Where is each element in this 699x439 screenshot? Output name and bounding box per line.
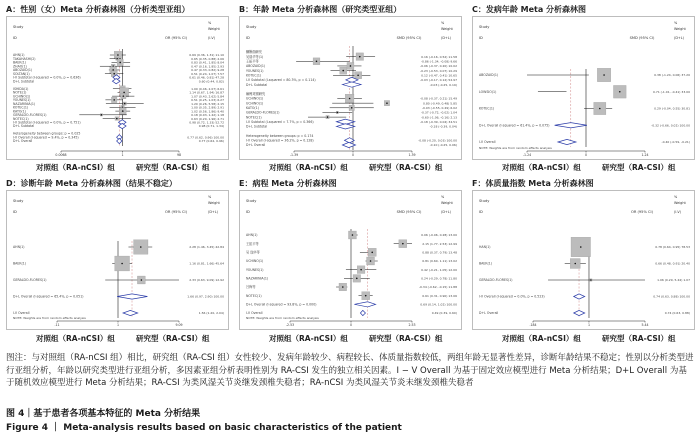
plot-header-weight: Weight [441,27,453,31]
plot-header-effect: SMD (95% CI) [396,36,422,40]
point-estimate [350,65,352,67]
study-estimate: 0.60 (0.44, 0.82) [198,79,224,84]
x-tick-label: 0 [351,153,355,157]
study-label: 吴瑞华等(1) [246,54,264,59]
study-estimate: -0.32 (-0.66, 0.02) 100.00 [651,123,690,128]
pooled-diamond [117,294,147,299]
forest-plot-c [472,16,695,160]
plot-header-method: (D+L) [441,210,451,214]
plot-header-pct: % [208,21,212,25]
point-estimate [580,246,582,248]
study-estimate: 0.47 (0.16, 1.85) 2.93 [191,64,224,69]
point-estimate [124,103,126,105]
x-tick-label: 1.24 [641,153,649,157]
point-estimate [140,246,142,248]
plot-header-weight: Weight [208,27,220,31]
study-estimate: 2.33 (0.63, 9.09) 12.92 [189,278,224,283]
point-estimate [357,74,359,76]
pooled-diamond [354,302,375,307]
point-estimate [342,286,344,288]
plot-header-id: ID [246,36,250,40]
study-label: D+L Subtotal [13,124,35,129]
study-label: D+L Overall [246,143,266,148]
study-label: ABOZAID(1) [13,68,33,73]
point-estimate [342,70,344,72]
plot-header-id: ID [479,210,483,214]
plot-header-method: (D+L) [441,36,451,40]
plot-header-id: ID [479,36,483,40]
study-label: ISHIDA(1) [13,86,29,91]
point-estimate [121,263,123,265]
weights-note: NOTE: Weights are from random effects analysis [13,316,86,320]
study-estimate: 0.74 (0.63, 0.88) 100.00 [653,294,690,299]
study-label: I-V Subtotal (I-squared = 0.0%, p = 0.636) [13,75,81,80]
study-estimate: -0.10 (-0.25, 0.06) [429,143,457,148]
study-estimate: 0.47 (0.33, 0.82) 9.28 [191,68,224,73]
study-label: I-V Overall [246,311,263,316]
point-estimate [349,98,351,100]
point-estimate [101,114,103,116]
panel-b-left-label: 对照组（RA-nCSI）组 [269,163,348,172]
panel-f-right-label: 研究型（RA-CSI）组 [602,334,676,343]
panel-d-left-label: 对照组（RA-nCSI）组 [36,334,115,343]
panel-b-title: B：年龄 Meta 分析森林图（研究类型亚组） [239,5,402,14]
study-label: 王振平等 [246,241,259,246]
study-label: I-V Overall (I-squared = 0.0%, p = 0.523) [479,294,545,299]
point-estimate [359,56,361,58]
study-label: 横断面研究 [246,50,262,55]
x-tick-label: 0.0068 [55,153,67,157]
study-estimate: 0.38 (-1.24, 0.06) 37.20 [654,73,690,78]
study-estimate: 1.16 (0.81, 1.66) 45.64 [189,261,224,266]
study-estimate: 0.61 (0.46, 0.81) 47.28 [189,75,224,80]
plot-header-study: Study [13,199,24,203]
study-estimate: 0.71 (-1.01, -0.41) 33.00 [653,89,690,94]
study-label: I-V Overall (I-squared = 9.4%, p = 0.345) [13,135,79,140]
study-label: I-V Subtotal (I-squared = 80.3%, p = 0.114) [246,78,316,83]
study-label: YOUNES(1) [246,68,264,73]
study-label: D+L Subtotal [13,79,35,84]
point-estimate [603,74,605,76]
study-label: KOTEC(1) [13,105,29,110]
point-estimate [356,278,358,280]
study-label: D+L Overall [479,311,499,316]
pooled-diamond [336,124,354,129]
study-label: KATO(1) [246,106,259,110]
forest-plot-e-svg [240,191,461,329]
plot-header-weight: Weight [674,201,686,205]
study-label: I-V Overall [479,140,496,145]
panel-c-title: C：发病年龄 Meta 分析森林图 [472,5,587,14]
study-label: KOTEC(1) [246,73,262,78]
study-estimate: -0.06 (-0.37, 0.20) 10.02 [420,64,457,69]
study-label: Heterogeneity between groups: p = 0.025 [13,131,81,136]
weights-note: NOTE: Weights are from random effects analysis [479,146,552,150]
study-label: UCHINO(1) [246,259,264,264]
x-tick-label: 2.53 [408,323,416,327]
study-label: I-V Overall [13,311,30,316]
study-estimate: 1.00 (0.46, 2.07) 6.61 [191,86,224,91]
pooled-diamond [558,139,576,144]
plot-header-pct: % [441,21,445,25]
panel-a-left-label: 对照组（RA-nCSI）组 [36,163,115,172]
study-estimate: -0.03 (-0.25, 0.19) [429,82,457,87]
pooled-diamond [123,310,138,315]
plot-header-effect: SMD (95% CI) [629,36,655,40]
plot-header-weight: Weight [441,201,453,205]
study-estimate: 0.83 (0.41, 1.85) 8.04 [191,60,224,65]
study-estimate: -0.03 (-0.17, 0.12) 52.97 [420,78,457,83]
study-estimate: 1.07 (0.43, 2.62) 5.84 [191,94,224,99]
study-label: KOTEC(1) [479,106,495,111]
study-label: LOWSIO(1) [479,89,497,94]
study-label: YOUNES(1) [13,98,31,103]
study-label: I-V Subtotal (I-squared = 0.0%, p = 0.751) [13,120,81,125]
study-label: NOTEC(1) [246,293,262,298]
panel-d-title: D：诊断年龄 Meta 分析森林图（结果不稳定） [6,179,177,188]
pooled-diamond [342,82,361,87]
study-label: D+L Overall (I-squared = 61.4%, p = 0.075) [479,123,550,128]
panel-c-right-label: 研究型（RA-CSI）组 [602,163,676,172]
study-estimate: 0.29 (-0.04, 0.55) 30.81 [654,106,690,111]
pooled-diamond [574,294,585,299]
study-estimate: 0.12 (-0.47, 0.41) 10.65 [421,73,457,78]
study-label: NAZARINIA(1) [13,101,36,106]
study-estimate: -0.86 (-1.34, -0.08) 9.66 [420,59,457,64]
study-estimate: 0.63 (0.20, 1.96) 2.71 [191,116,224,121]
point-estimate [370,260,372,262]
plot-header-pct: % [674,21,678,25]
study-estimate: 0.69 (0.14, 1.02) 100.00 [420,302,457,307]
study-label: D+L Subtotal [246,124,268,129]
panel-e-right-label: 研究型（RA-CSI）组 [369,334,443,343]
pooled-diamond [555,123,587,128]
study-label: BAEK(1) [479,261,492,266]
study-estimate: 0.51 (0.25, 1.03) 6.27 [191,98,224,103]
point-estimate [327,116,329,118]
study-estimate: 0.24 (-0.29, 0.78) 11.80 [421,276,457,281]
point-estimate [386,102,388,104]
point-estimate [590,279,592,281]
panel-e-left-label: 对照组（RA-nCSI）组 [269,334,348,343]
study-estimate: -0.18 (-0.39, 0.04) 34.51 [420,119,457,124]
plot-header-pct: % [674,195,678,199]
point-estimate [360,269,362,271]
study-estimate: 0.65 (0.35, 0.88) 2.06 [191,56,224,61]
point-estimate [574,263,576,265]
plot-header-study: Study [246,25,257,29]
forest-plot-d-svg [7,191,228,329]
forest-plot-f-svg [473,191,694,329]
weights-note: NOTE: Weights are from random effects analysis [246,316,319,320]
study-estimate: 0.80 (-0.49, 0.48) 5.85 [423,101,457,106]
study-label: I-V Subtotal (I-squared = 7.7%, p = 0.366) [246,119,314,124]
study-label: UCHINO(1) [246,96,264,101]
study-label: 王振平等 [246,59,259,64]
panel-b-right-label: 研究型（RA-CSI）组 [369,163,443,172]
point-estimate [371,252,373,254]
point-estimate [119,62,121,64]
study-estimate: -0.60 (-1.06, -0.16) 2.13 [420,115,457,120]
point-estimate [599,108,601,110]
study-estimate: 0.98 (0.72, 1.33) 52.72 [189,120,224,125]
study-label: UCHINO(1) [246,101,264,106]
pooled-diamond [117,138,122,143]
point-estimate [123,95,125,97]
study-estimate: -0.23 (-0.53, 0.07) 10.29 [420,68,457,73]
study-estimate: 0.74 (0.63, 0.88) [664,311,690,316]
x-tick-label: 0 [584,153,588,157]
plot-header-effect: OR (95% CI) [165,210,187,214]
point-estimate [619,91,621,93]
study-estimate: 1.14 (0.67, 1.94) 16.87 [189,90,224,95]
panel-e-title: E：病程 Meta 分析森林图 [239,179,337,188]
plot-header-effect: OR (95% CI) [165,36,187,40]
x-tick-label: 98 [176,153,182,157]
plot-header-method: (I-V) [674,210,681,214]
study-estimate: 1.02 (0.56, 1.86) 9.40 [191,109,224,114]
plot-header-pct: % [441,195,445,199]
study-estimate: 1.00 (0.35, 2.89) 2.91 [191,105,224,110]
point-estimate [316,61,318,63]
study-label: AHN(1) [246,233,258,238]
study-label: GERALDO-FLORES(1) [246,110,280,115]
study-label: BAEK(1) [13,261,26,266]
study-estimate: 0.69 (0.36, 1.31) 11.10 [189,53,224,58]
x-tick-label: .11 [54,323,60,327]
x-tick-label: -2.53 [285,323,295,327]
study-label: YOUNES(1) [246,267,264,272]
figure-title-cn: 图 4｜基于患者各项基本特征的 Meta 分析结果 [6,409,201,419]
study-estimate: 2.28 (1.46, 3.45) 42.84 [189,245,224,250]
point-estimate [141,279,143,281]
study-label: GERALDO-FLORES(1) [13,113,47,118]
plot-header-weight: Weight [674,27,686,31]
x-tick-label: -1.24 [522,153,532,157]
plot-header-study: Study [13,25,24,29]
plot-header-weight: Weight [208,201,220,205]
study-estimate: 1.66 (0.97, 2.90) 100.00 [187,294,224,299]
point-estimate [117,54,119,56]
study-estimate: 2.15 (1.77, 2.53) 12.99 [422,241,457,246]
study-label: D+L Overall [13,139,33,144]
forest-plot-b [239,16,462,160]
point-estimate [116,118,118,120]
forest-plot-d [6,190,229,330]
x-tick-label: 1.39 [408,153,416,157]
study-estimate: 0.16 (-0.16, 0.52) 11.58 [421,54,457,59]
plot-header-id: ID [246,210,250,214]
study-label: SOLTAN(1) [13,71,30,76]
study-estimate: 0.42 (-0.21, 1.05) 12.00 [421,267,457,272]
forest-plot-c-svg [473,17,694,159]
plot-header-pct: % [208,195,212,199]
study-label: NOTEC(1) [13,116,29,121]
study-label: GERALDO-FLORES(1) [479,278,513,283]
point-estimate [123,92,125,94]
plot-header-id: ID [13,210,17,214]
pooled-diamond [112,79,120,84]
forest-plot-e [239,190,462,330]
point-estimate [336,112,338,114]
study-label: Heterogeneity between groups: p = 0.174 [246,133,314,138]
study-estimate: -0.08 (-0.37, 0.21) 15.49 [420,96,457,101]
study-label: D+L Overall (I-squared = 65.4%, p = 0.051) [13,294,84,299]
x-tick-label: .184 [529,323,537,327]
point-estimate [402,243,404,245]
study-label: BAEK(1) [13,60,26,65]
study-label: 吴 瑞华等 [246,250,260,255]
study-label: TAKAHASHI(2) [13,56,36,61]
study-estimate: 0.77 (0.62, 0.96) [198,139,224,144]
study-estimate: -0.34 (-0.62, -0.15) 11.88 [418,285,457,290]
study-estimate: 1.06 (0.29, 5.44) 1.07 [657,278,690,283]
study-label: I-V Overall (I-squared = 36.2%, p = 0.128) [246,138,314,143]
figure-title-en: Figure 4 ｜ Meta-analysis results based on basic characteristics of the patient [6,423,402,433]
study-label: NOTE(1) [13,90,27,95]
x-tick-label: 9.09 [175,323,183,327]
pooled-diamond [360,310,365,315]
point-estimate [365,295,367,297]
plot-header-method: (D+L) [674,36,684,40]
plot-header-id: ID [13,36,17,40]
study-label: ABOZAID(1) [479,73,499,78]
study-estimate: 0.61 (0.31, 0.90) 13.06 [422,293,457,298]
panel-f-left-label: 对照组（RA-nCSI）组 [502,334,581,343]
study-label: NAZARINIA(1) [246,276,269,281]
x-tick-label: 1 [116,323,120,327]
x-tick-label: -1.39 [289,153,299,157]
x-tick-label: 5.44 [641,323,649,327]
point-estimate [351,107,353,109]
study-label: ZHAO(1) [13,64,27,69]
study-label: UCHINO(1) [13,94,31,99]
plot-header-study: Study [246,199,257,203]
study-label: AHN(1) [13,245,25,250]
study-estimate: -0.37 (-0.72, -0.02) 1.04 [420,110,457,115]
forest-plot-b-svg [240,17,461,159]
study-label: ABOZAID(1) [246,64,266,69]
study-estimate: 0.66 (0.48, 0.91) 20.40 [655,261,690,266]
plot-header-method: (D+L) [208,210,218,214]
panel-c-left-label: 对照组（RA-nCSI）组 [502,163,581,172]
plot-header-study: Study [479,25,490,29]
study-estimate: 1.20 (0.26, 5.58) 2.15 [191,101,224,106]
study-estimate: -0.08 (-0.20, 0.03) 100.00 [418,138,457,143]
study-label: KATO(1) [13,109,26,114]
forest-plot-a [6,16,229,160]
study-estimate: 0.98 (0.71, 1.34) [198,124,224,129]
study-label: D+L Overall (I-squared = 93.8%, p = 0.000) [246,302,317,307]
study-label: HAN(1) [479,245,491,250]
panel-a-right-label: 研究型（RA-CSI）组 [136,163,210,172]
point-estimate [122,110,124,112]
study-estimate: 0.77 (0.62, 0.96) 100.00 [187,135,224,140]
study-label: 病例对照研究 [246,92,266,97]
point-estimate [113,73,115,75]
study-label: NOTEC(1) [246,115,262,120]
study-estimate: 0.51 (0.24, 1.07) 7.57 [191,71,224,76]
plot-header-study: Study [479,199,490,203]
x-tick-label: 0 [349,323,353,327]
study-estimate: 0.06 (-0.06, 0.28) 13.00 [421,233,457,238]
plot-header-effect: OR (95% CI) [631,210,653,214]
study-estimate: -0.18 (-0.39, 0.04) [429,124,457,129]
study-estimate: 0.78 (0.64, 0.95) 78.53 [655,245,690,250]
figure-note: 图注：与对照组（RA-nCSI 组）相比，研究组（RA-CSI 组）女性较少、发病年龄较少、病程较长、体质量指数较低，两组年龄无显著性差异，诊断年龄结果不稳定；性别以分析类型进行亚组分析，年龄以研究类型进行亚组分析，多因素亚组分析表明性别为 RA-CSI 发生的独立相关因素。I − V Overall 为基于固定效应模型进行 Meta 分析结果；D+L Overall 为基于随机效应模型进行 Meta 分析结果；RA-CSI 为类风湿关节炎继发颈椎失稳者；RA-nCSI 为类风湿关节炎未继发颈椎失稳者 [6,353,694,389]
plot-header-effect: SMD (95% CI) [396,210,422,214]
pooled-diamond [574,310,585,315]
study-estimate: 0.18 (0.03, 1.42) 1.18 [191,113,224,118]
x-tick-label: 1 [121,153,124,157]
study-label: AHN(1) [13,53,25,58]
study-estimate: -0.03 (-0.55, 0.49) 6.02 [421,106,457,110]
panel-d-right-label: 研究型（RA-CSI）组 [136,334,210,343]
pooled-diamond [342,142,355,147]
point-estimate [112,69,114,71]
study-estimate: 0.81 (0.60, 1.11) 13.02 [422,259,457,264]
forest-plot-f [472,190,695,330]
study-label: D+L Subtotal [246,82,268,87]
study-estimate: 0.88 (0.37, 0.79) 13.48 [422,250,457,255]
plot-header-method: (I-V) [208,36,215,40]
point-estimate [352,234,354,236]
study-label: 吕梅等 [246,285,256,290]
x-tick-label: 1 [587,323,590,327]
study-estimate: 0.49 (0.39, 0.60) [431,311,457,316]
study-label: GERALDO-FLORES(1) [13,278,47,283]
point-estimate [113,99,115,101]
study-estimate: -0.40 (-0.59, -0.21) [661,140,690,145]
panel-a-title: A：性别（女）Meta 分析森林图（分析类型亚组） [6,5,190,14]
forest-plot-a-svg [7,17,228,159]
study-estimate: 1.56 (1.20, 2.04) [198,311,224,316]
panel-f-title: F：体质量指数 Meta 分析森林图 [472,179,594,188]
